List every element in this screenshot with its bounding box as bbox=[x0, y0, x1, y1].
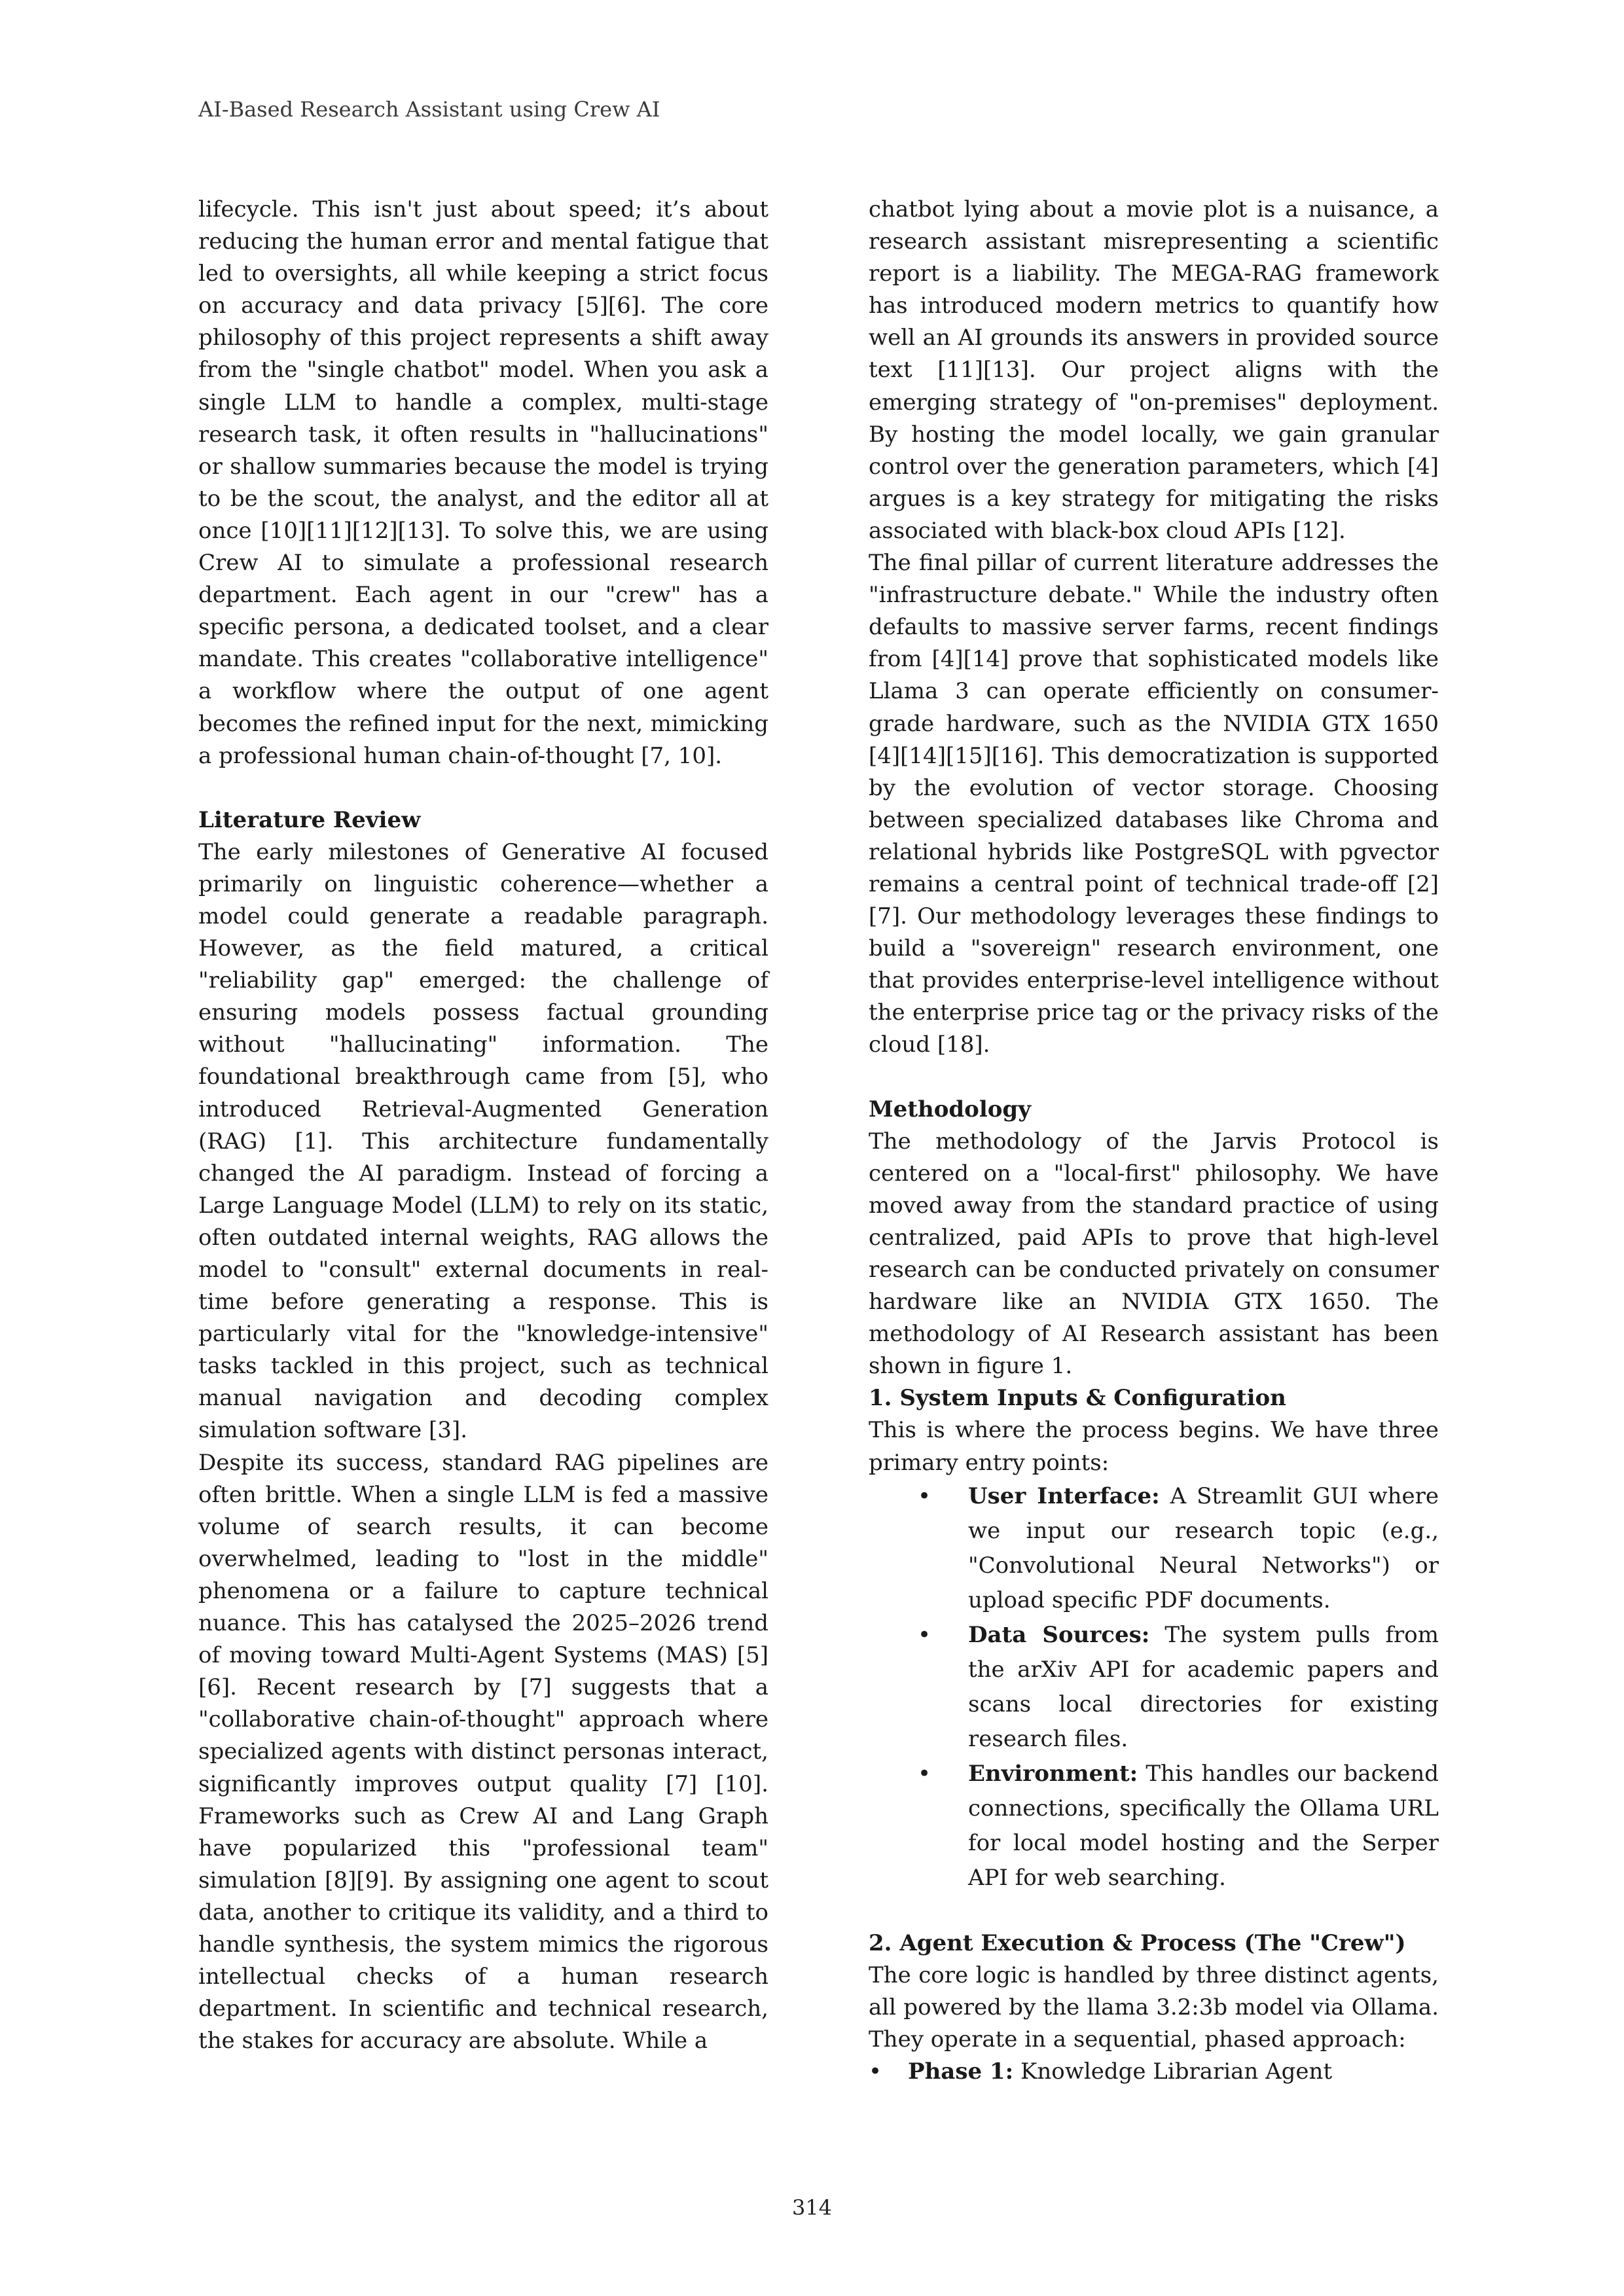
list-item bbox=[869, 1479, 1439, 1618]
paragraph-gap bbox=[869, 1895, 1439, 1928]
list-item-text: A Streamlit GUI where we input our research topic (e.g., "Convolutional Neural Networks") or upload specific PDF documents. bbox=[968, 1482, 1439, 1613]
bullet-icon: • bbox=[918, 1621, 931, 1648]
list-item-text: The system pulls from the arXiv API for academic papers and scans local directories for existing research files. bbox=[968, 1621, 1439, 1752]
continuation-paragraph-1: chatbot lying about a movie plot is a nuisance, a research assistant misrepresenting a scientific report is a liability. The MEGA-RAG framework has introduced modern metrics to quantify how well an AI grounds its answers in provided source text [11][13]. Our project aligns with the emerging strategy of "on-premises" deployment. By hosting the model locally, we gain granular control over the generation parameters, which [4] argues is a key strategy for mitigating the risks associated with black-box cloud APIs [12]. bbox=[869, 196, 1439, 544]
list-item-text: This handles our backend connections, specifically the Ollama URL for local model hosting and the Serper API for web searching. bbox=[968, 1760, 1439, 1891]
literature-paragraph-1: The early milestones of Generative AI focused primarily on linguistic coherence—whether a model could generate a readable paragraph. However, as the field matured, a critical "reliability gap" emerged: the challenge of ensuring models possess factual grounding without "hallucinating" information. The foundational breakthrough came from [5], who introduced Retrieval-Augmented Generation (RAG) [1]. This architecture fundamentally changed the AI paradigm. Instead of forcing a Large Language Model (LLM) to rely on its static, often outdated internal weights, RAG allows the model to "consult" external documents in real-time before generating a response. This is particularly vital for the "knowledge-intensive" tasks tackled in this project, such as technical manual navigation and decoding complex simulation software [3]. bbox=[198, 838, 768, 1444]
list-item bbox=[869, 2056, 1439, 2088]
section-1-heading: 1. System Inputs & Configuration bbox=[869, 1385, 1286, 1412]
system-inputs-list bbox=[869, 1479, 1439, 1895]
page-number: 314 bbox=[791, 2195, 833, 2220]
continuation-paragraph-2: The final pillar of current literature addresses the "infrastructure debate." While the industry often defaults to massive server farms, recent findings from [4][14] prove that sophisticated models like Llama 3 can operate efficiently on consumer-grade hardware, such as the NVIDIA GTX 1650 [4][14][15][16]. This democratization is supported by the evolution of vector storage. Choosing between specialized databases like Chroma and relational hybrids like PostgreSQL with pgvector remains a central point of technical trade-off [2] [7]. Our methodology leverages these findings to build a "sovereign" research environment, one that provides enterprise-level intelligence without the enterprise price tag or the privacy risks of the cloud [18]. bbox=[869, 550, 1439, 1058]
list-item bbox=[869, 1618, 1439, 1757]
bullet-icon: • bbox=[918, 1482, 931, 1509]
phase-text: Knowledge Librarian Agent bbox=[1013, 2058, 1333, 2085]
methodology-heading: Methodology bbox=[869, 1096, 1031, 1122]
section-2-heading: 2. Agent Execution & Process (The "Crew") bbox=[869, 1929, 1406, 1956]
literature-review-heading: Literature Review bbox=[198, 806, 421, 833]
right-column bbox=[869, 194, 1439, 2088]
running-header: AI-Based Research Assistant using Crew AI bbox=[198, 97, 660, 122]
bullet-icon: • bbox=[869, 2058, 882, 2085]
section-1-intro: This is where the process begins. We have three primary entry points: bbox=[869, 1417, 1439, 1476]
phase-list bbox=[869, 2056, 1439, 2088]
intro-paragraph: lifecycle. This isn't just about speed; it’s about reducing the human error and mental fatigue that led to oversights, all while keeping a strict focus on accuracy and data privacy [5][6]. The core philosophy of this project represents a shift away from the "single chatbot" model. When you ask a single LLM to handle a complex, multi-stage research task, it often results in "hallucinations" or shallow summaries because the model is trying to be the scout, the analyst, and the editor all at once [10][11][12][13]. To solve this, we are using Crew AI to simulate a professional research department. Each agent in our "crew" has a specific persona, a dedicated toolset, and a clear mandate. This creates "collaborative intelligence" a workflow where the output of one agent becomes the refined input for the next, mimicking a professional human chain-of-thought [7, 10]. bbox=[198, 196, 768, 769]
paragraph-gap bbox=[198, 772, 768, 804]
literature-paragraph-2: Despite its success, standard RAG pipelines are often brittle. When a single LLM is fed a massive volume of search results, it can become overwhelmed, leading to "lost in the middle" phenomena or a failure to capture technical nuance. This has catalysed the 2025–2026 trend of moving toward Multi-Agent Systems (MAS) [5][6]. Recent research by [7] suggests that a "collaborative chain-of-thought" approach where specialized agents with distinct personas interact, significantly improves output quality [7] [10]. Frameworks such as Crew AI and Lang Graph have popularized this "professional team" simulation [8][9]. By assigning one agent to scout data, another to critique its validity, and a third to handle synthesis, the system mimics the rigorous intellectual checks of a human research department. In scientific and technical research, the stakes for accuracy are absolute. While a bbox=[198, 1449, 768, 2054]
methodology-paragraph: The methodology of the Jarvis Protocol is centered on a "local-first" philosophy. We have moved away from the standard practice of using centralized, paid APIs to prove that high-level research can be conducted privately on consumer hardware like an NVIDIA GTX 1650. The methodology of AI Research assistant has been shown in figure 1. bbox=[869, 1128, 1439, 1380]
bullet-icon: • bbox=[918, 1760, 931, 1787]
list-item-label: Data Sources: bbox=[968, 1621, 1150, 1648]
list-item-label: Environment: bbox=[968, 1760, 1138, 1787]
phase-label: Phase 1: bbox=[908, 2058, 1014, 2085]
list-item bbox=[869, 1757, 1439, 1895]
left-column bbox=[198, 194, 768, 2057]
list-item-label: User Interface: bbox=[968, 1482, 1160, 1509]
section-2-intro: The core logic is handled by three distinct agents, all powered by the llama 3.2:3b model via Ollama. They operate in a sequential, phased approach: bbox=[869, 1962, 1439, 2053]
paragraph-gap bbox=[869, 1062, 1439, 1094]
